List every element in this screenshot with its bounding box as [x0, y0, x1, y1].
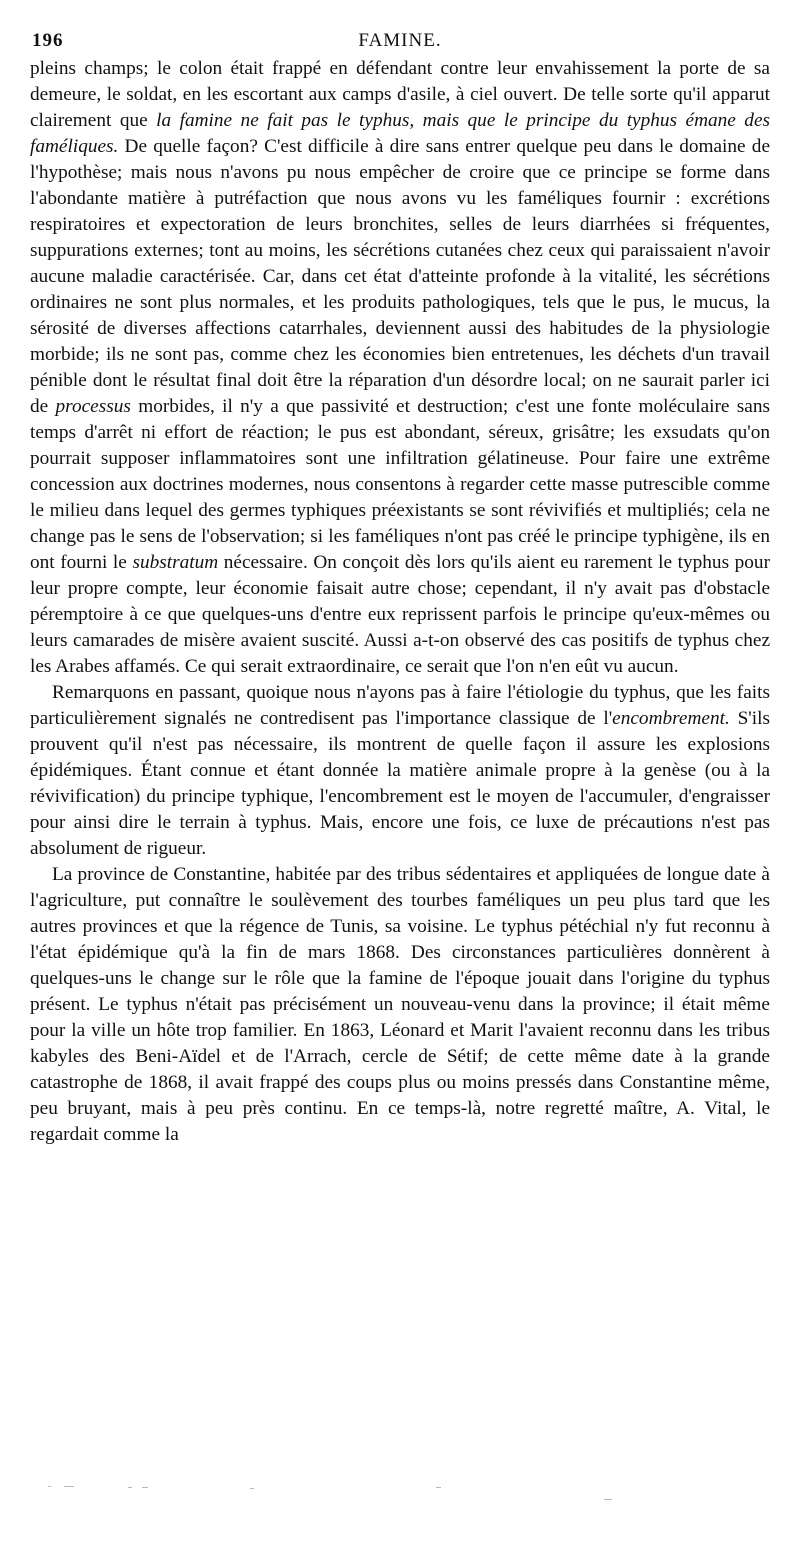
- text-run: morbides, il n'y a que passivité et destruction; c'est une fonte moléculaire sans temps d'arrêt ni effort de réaction; le pus est abondant, séreux, grisâtre; les exsudats qu'on pourrait supposer inflammatoires sont une infiltration gélatineuse. Pour faire une extrême concession aux doctrines modernes, nous consentons à regarder cette masse putrescible comme le milieu dans lequel des germes typhiques préexistants se sont révivifiés et multipliés; cela ne change pas le sens de l'observation; si les faméliques n'ont pas créé le principe typhigène, ils en ont fourni le: [30, 396, 770, 573]
- body-text: [30, 56, 770, 1148]
- paragraph-2: [30, 680, 770, 862]
- text-run: La province de Constantine, habitée par des tribus sédentaires et appliquées de longue date à l'agriculture, put connaître le soulèvement des tourbes faméliques un peu plus tard que les autres provinces et que la régence de Tunis, sa voisine. Le typhus pétéchial n'y fut reconnu à l'état épidémique qu'à la fin de mars 1868. Des circonstances particulières donnèrent à quelques-uns le change sur le rôle que la famine de l'époque jouait dans l'origine du typhus présent. Le typhus n'était pas précisément un nouveau-venu dans la province; il était même pour la ville un hôte trop familier. En 1863, Léonard et Marit l'avaient reconnu dans les tribus kabyles des Beni-Aïdel et de l'Arrach, cercle de Sétif; de cette même date à la grande catastrophe de 1868, il avait frappé des coups plus ou moins pressés dans Constantine même, peu bruyant, mais à peu près continu. En ce temps-là, notre regretté maître, A. Vital, le regardait comme la: [30, 864, 770, 1145]
- paragraph-1: [30, 56, 770, 680]
- running-title: FAMINE.: [358, 30, 442, 51]
- scan-noise-marks: [0, 1480, 800, 1500]
- book-page: [30, 30, 770, 1148]
- italic-run: substratum: [132, 552, 219, 573]
- paragraph-3: [30, 862, 770, 1148]
- italic-run: processus: [55, 396, 131, 417]
- italic-run: encombrement.: [612, 708, 730, 729]
- text-run: pleins champs; le colon était frappé en défendant contre leur envahissement la porte de sa demeure, le soldat, en les escortant aux camps d'asile, à ciel ouvert. De telle sorte qu'il apparut clairement que: [30, 58, 770, 131]
- text-run: De quelle façon? C'est difficile à dire sans entrer quelque peu dans le domaine de l'hypothèse; mais nous n'avons pu nous empêcher de croire que ce principe se forme dans l'abondante matière à putréfaction que nous avons vu les faméliques fournir : excrétions respiratoires et expectoration de leurs bronchites, selles de leurs diarrhées si fréquentes, suppurations externes; tont au moins, les sécrétions cutanées chez ceux qui paraissaient n'avoir aucune maladie caractérisée. Car, dans cet état d'atteinte profonde à la vitalité, les sécrétions ordinaires ne sont plus normales, et les produits pathologiques, tels que le pus, le mucus, la sérosité de diverses affections catarrhales, deviennent aussi des habitudes de la physiologie morbide; ils ne sont pas, comme chez les économies bien entretenues, les déchets d'un travail pénible dont le résultat final doit être la réparation d'un désordre local; on ne saurait parler ici de: [30, 136, 770, 417]
- text-run: Remarquons en passant, quoique nous n'ayons pas à faire l'étiologie du typhus, que les faits particulièrement signalés ne contredisent pas l'importance classique de l': [30, 682, 770, 729]
- text-run: S'ils prouvent qu'il n'est pas nécessaire, ils montrent de quelle façon il assure les explosions épidémiques. Étant connue et étant donnée la matière animale propre à la genèse (ou à la révivification) du principe typhique, l'encombrement est le moyen de l'accumuler, d'engraisser pour ainsi dire le terrain à typhus. Mais, encore une fois, ce luxe de précautions n'est pas absolument de rigueur.: [30, 708, 770, 859]
- page-number: 196: [32, 30, 64, 51]
- running-head: [30, 30, 770, 56]
- text-run: nécessaire. On conçoit dès lors qu'ils aient eu rarement le typhus pour leur propre compte, leur économie faisait autre chose; cependant, il n'y avait pas d'obstacle péremptoire à ce que quelques-uns d'entre eux reprissent parfois le principe qu'eux-mêmes ou leurs camarades de misère avaient suscité. Aussi a-t-on observé des cas positifs de typhus chez les Arabes affamés. Ce qui serait extraordinaire, ce serait que l'on n'en eût vu aucun.: [30, 552, 770, 677]
- italic-run: la famine ne fait pas le typhus, mais que le principe du typhus émane des faméliques.: [30, 110, 771, 157]
